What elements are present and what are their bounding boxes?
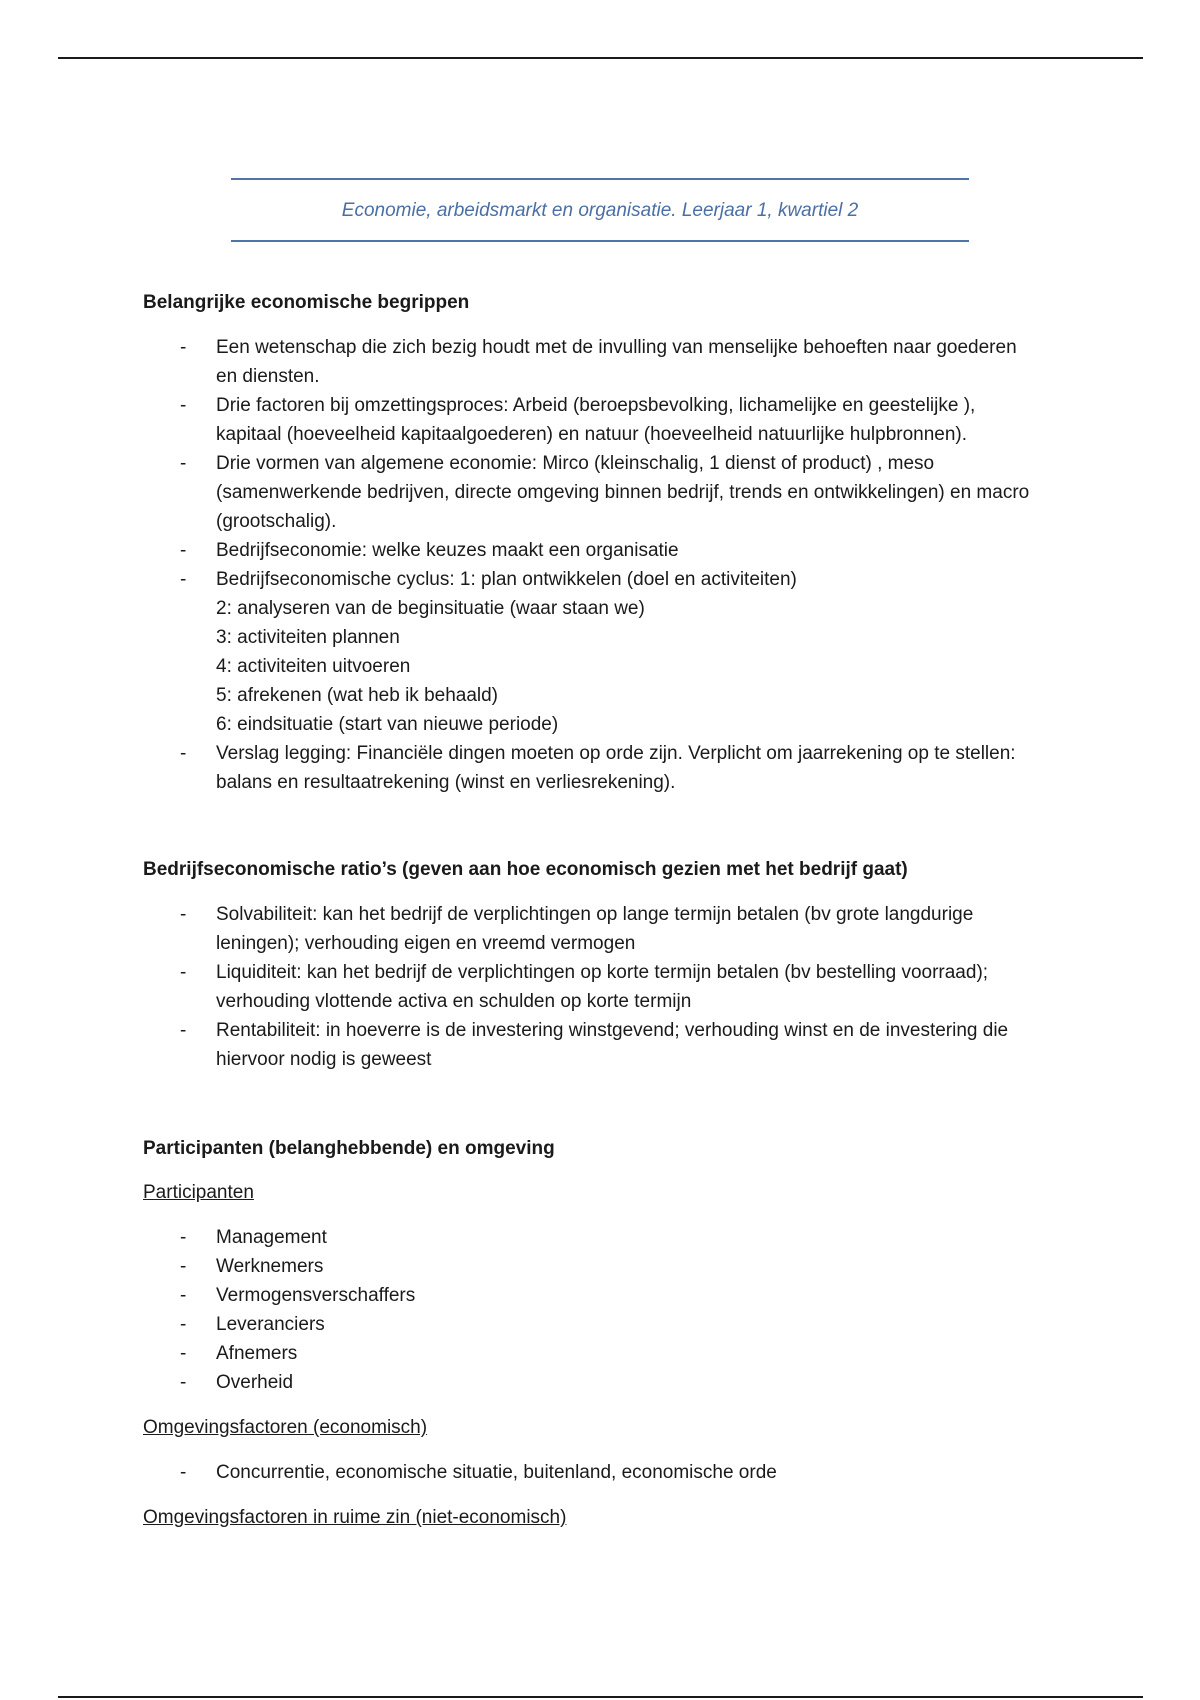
subheading-omgevingsfactoren-ruime-zin: Omgevingsfactoren in ruime zin (niet-economisch) xyxy=(143,1507,567,1528)
page-top-rule xyxy=(58,57,1143,59)
list-dash: - xyxy=(180,1462,187,1483)
section-heading-ratios: Bedrijfseconomische ratio’s (geven aan hoe economisch gezien met het bedrijf gaat) xyxy=(143,859,908,880)
cycle-step: 4: activiteiten uitvoeren xyxy=(216,656,411,677)
cycle-step: 2: analyseren van de beginsituatie (waar staan we) xyxy=(216,598,645,619)
list-item: - Overheid xyxy=(143,1368,1043,1397)
list-item: - Solvabiliteit: kan het bedrijf de verplichtingen op lange termijn betalen (bv grote langdurige leningen); verhouding eigen en vreemd vermogen xyxy=(143,900,1043,958)
cycle-step: 6: eindsituatie (start van nieuwe periode) xyxy=(216,714,559,735)
list-item: - Drie vormen van algemene economie: Mirco (kleinschalig, 1 dienst of product) , meso (samenwerkende bedrijven, directe omgeving binnen bedrijf, trends en ontwikkelingen) en macro (grootschalig). xyxy=(143,449,1043,536)
list-dash: - xyxy=(180,1314,187,1335)
document-title: Economie, arbeidsmarkt en organisatie. Leerjaar 1, kwartiel 2 xyxy=(341,200,859,221)
list-item: - Bedrijfseconomische cyclus: 1: plan ontwikkelen (doel en activiteiten) xyxy=(143,565,1043,594)
list-dash: - xyxy=(180,962,187,983)
list-dash: - xyxy=(180,1256,187,1277)
list-item: - Verslag legging: Financiële dingen moeten op orde zijn. Verplicht om jaarrekening op te stellen: balans en resultaatrekening (winst en verliesrekening). xyxy=(143,739,1043,797)
list-dash: - xyxy=(180,569,187,590)
list-dash: - xyxy=(180,1227,187,1248)
participants-list xyxy=(143,1223,1043,1397)
list-dash: - xyxy=(180,453,187,474)
list-dash: - xyxy=(180,337,187,358)
list-item: - Liquiditeit: kan het bedrijf de verplichtingen op korte termijn betalen (bv bestelling voorraad); verhouding vlottende activa en schulden op korte termijn xyxy=(143,958,1043,1016)
list-item: - Leveranciers xyxy=(143,1310,1043,1339)
cycle-step: 3: activiteiten plannen xyxy=(216,627,400,648)
document-body xyxy=(143,288,1043,1532)
ratios-list xyxy=(143,900,1043,1074)
page-bottom-rule xyxy=(58,1696,1143,1698)
list-dash: - xyxy=(180,1372,187,1393)
list-item: - Bedrijfseconomie: welke keuzes maakt een organisatie xyxy=(143,536,1043,565)
list-dash: - xyxy=(180,1343,187,1364)
title-bottom-rule xyxy=(231,240,969,242)
list-item: - Vermogensverschaffers xyxy=(143,1281,1043,1310)
list-item: - Rentabiliteit: in hoeverre is de investering winstgevend; verhouding winst en de investering die hiervoor nodig is geweest xyxy=(143,1016,1043,1074)
list-item: - Afnemers xyxy=(143,1339,1043,1368)
section-heading-begrippen: Belangrijke economische begrippen xyxy=(143,292,470,313)
list-dash: - xyxy=(180,540,187,561)
list-item: - Werknemers xyxy=(143,1252,1043,1281)
document-title-block xyxy=(231,178,969,242)
list-item: - Drie factoren bij omzettingsproces: Arbeid (beroepsbevolking, lichamelijke en geestelijke ), kapitaal (hoeveelheid kapitaalgoederen) en natuur (hoeveelheid natuurlijke hulpbronnen). xyxy=(143,391,1043,449)
cycle-step: 5: afrekenen (wat heb ik behaald) xyxy=(216,685,499,706)
list-item: - Management xyxy=(143,1223,1043,1252)
list-dash: - xyxy=(180,395,187,416)
economic-factors-list xyxy=(143,1458,1043,1487)
begrippen-list xyxy=(143,333,1043,797)
list-dash: - xyxy=(180,1285,187,1306)
section-heading-participanten: Participanten (belanghebbende) en omgeving xyxy=(143,1138,555,1159)
list-dash: - xyxy=(180,743,187,764)
list-item: - Concurrentie, economische situatie, buitenland, economische orde xyxy=(143,1458,1043,1487)
list-item: - Een wetenschap die zich bezig houdt met de invulling van menselijke behoeften naar goederen en diensten. xyxy=(143,333,1043,391)
subheading-participanten: Participanten xyxy=(143,1182,254,1203)
subheading-omgevingsfactoren-economisch: Omgevingsfactoren (economisch) xyxy=(143,1417,428,1438)
list-dash: - xyxy=(180,904,187,925)
list-dash: - xyxy=(180,1020,187,1041)
